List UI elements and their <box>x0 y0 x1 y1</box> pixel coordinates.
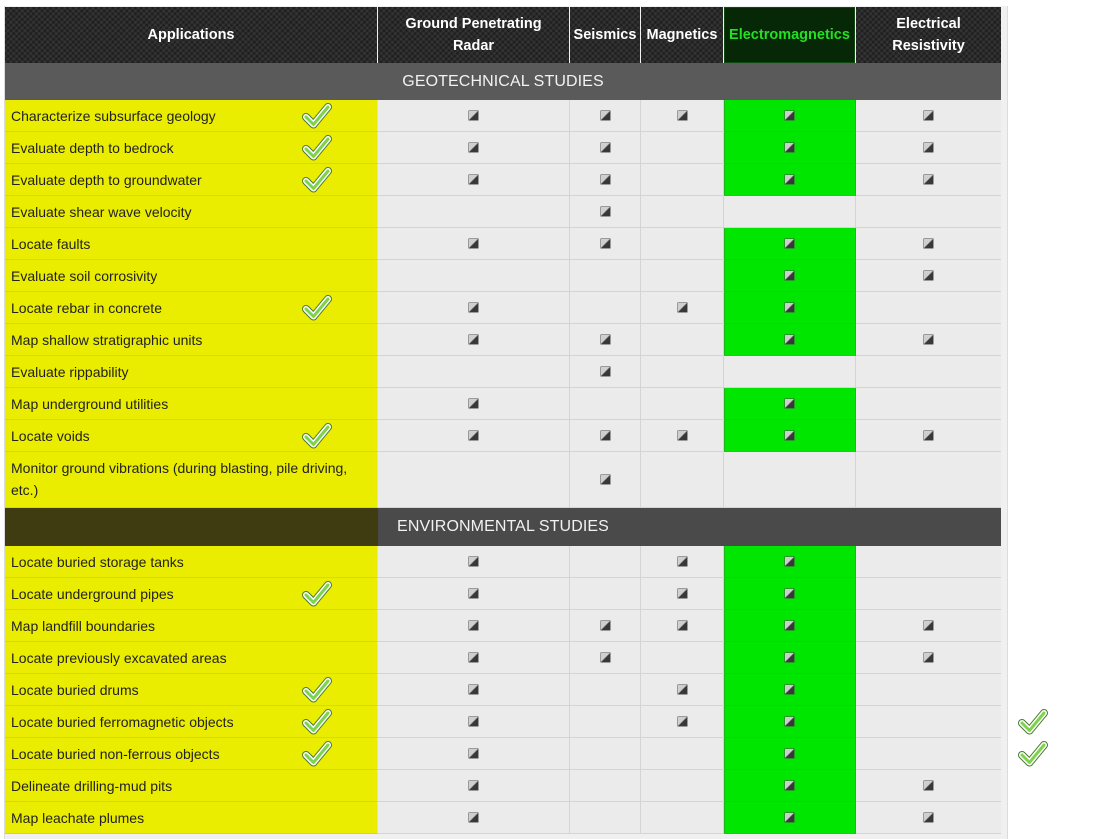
application-label: Locate previously excavated areas <box>11 650 227 666</box>
application-cell <box>5 260 378 292</box>
application-label: Evaluate depth to bedrock <box>11 140 174 156</box>
method-cell <box>570 420 641 452</box>
application-cell <box>5 706 378 738</box>
application-label: Map leachate plumes <box>11 810 145 826</box>
square-mark-icon <box>924 271 933 280</box>
square-mark-icon <box>469 239 478 248</box>
square-mark-icon <box>469 111 478 120</box>
method-cell <box>378 388 570 420</box>
square-mark-icon <box>469 621 478 630</box>
method-cell <box>378 324 570 356</box>
method-cell <box>856 770 1001 802</box>
method-cell <box>378 642 570 674</box>
method-cell <box>378 578 570 610</box>
square-mark-icon <box>469 589 478 598</box>
method-cell <box>641 738 724 770</box>
method-cell <box>570 260 641 292</box>
application-label: Locate buried storage tanks <box>11 554 184 570</box>
method-cell <box>724 738 856 770</box>
method-cell <box>378 546 570 578</box>
square-mark-icon <box>924 813 933 822</box>
method-cell <box>570 802 641 834</box>
square-mark-icon <box>924 239 933 248</box>
table-row <box>5 292 1001 324</box>
method-cell <box>724 388 856 420</box>
method-cell <box>570 228 641 260</box>
square-mark-icon <box>469 653 478 662</box>
square-mark-icon <box>678 685 687 694</box>
square-mark-icon <box>601 175 610 184</box>
method-cell <box>856 546 1001 578</box>
method-cell <box>378 164 570 196</box>
application-label: Locate buried drums <box>11 682 139 698</box>
application-label: Locate voids <box>11 428 90 444</box>
method-cell <box>378 738 570 770</box>
table-row <box>5 132 1001 164</box>
method-cell <box>641 100 724 132</box>
square-mark-icon <box>924 111 933 120</box>
method-cell <box>641 292 724 324</box>
application-cell <box>5 642 378 674</box>
square-mark-icon <box>678 431 687 440</box>
method-cell <box>570 164 641 196</box>
application-label: Evaluate shear wave velocity <box>11 204 192 220</box>
method-cell <box>378 132 570 164</box>
checkmark-icon <box>302 423 332 449</box>
method-cell <box>641 164 724 196</box>
method-cell <box>641 706 724 738</box>
method-cell <box>856 228 1001 260</box>
method-cell <box>724 132 856 164</box>
checkmark-icon <box>302 581 332 607</box>
square-mark-icon <box>601 431 610 440</box>
method-cell <box>856 388 1001 420</box>
square-mark-icon <box>469 749 478 758</box>
method-cell <box>570 738 641 770</box>
method-cell <box>724 196 856 228</box>
method-cell <box>378 100 570 132</box>
application-cell <box>5 578 378 610</box>
method-cell <box>641 802 724 834</box>
method-cell <box>378 292 570 324</box>
method-cell <box>856 196 1001 228</box>
method-cell <box>641 356 724 388</box>
application-label: Locate buried ferromagnetic objects <box>11 714 234 730</box>
methods-comparison-table <box>5 7 1001 834</box>
method-cell <box>641 578 724 610</box>
section-header <box>5 63 1001 100</box>
column-header-magnetics: Magnetics <box>641 7 724 63</box>
square-mark-icon <box>601 143 610 152</box>
square-mark-icon <box>469 143 478 152</box>
square-mark-icon <box>785 239 794 248</box>
table-row <box>5 706 1001 738</box>
square-mark-icon <box>924 335 933 344</box>
method-cell <box>856 356 1001 388</box>
method-cell <box>856 706 1001 738</box>
application-cell <box>5 546 378 578</box>
column-header-ground-penetrating-radar: Ground Penetrating Radar <box>378 7 570 63</box>
square-mark-icon <box>678 621 687 630</box>
table-row <box>5 802 1001 834</box>
square-mark-icon <box>924 143 933 152</box>
table-row <box>5 452 1001 508</box>
table-row <box>5 738 1001 770</box>
table-body <box>5 63 1001 834</box>
application-cell <box>5 356 378 388</box>
square-mark-icon <box>601 367 610 376</box>
method-cell <box>856 164 1001 196</box>
square-mark-icon <box>924 781 933 790</box>
table-row <box>5 100 1001 132</box>
method-cell <box>378 420 570 452</box>
method-cell <box>378 802 570 834</box>
checkmark-icon <box>302 295 332 321</box>
square-mark-icon <box>785 335 794 344</box>
application-cell <box>5 292 378 324</box>
method-cell <box>724 100 856 132</box>
application-cell <box>5 738 378 770</box>
table-row <box>5 770 1001 802</box>
column-header-electromagnetics: Electromagnetics <box>724 7 856 63</box>
checkmark-icon <box>302 135 332 161</box>
method-cell <box>856 802 1001 834</box>
application-label: Monitor ground vibrations (during blasting, pile driving, etc.) <box>11 460 348 498</box>
table-row <box>5 610 1001 642</box>
table-row <box>5 546 1001 578</box>
method-cell <box>570 100 641 132</box>
method-cell <box>570 324 641 356</box>
square-mark-icon <box>785 303 794 312</box>
application-label: Locate buried non-ferrous objects <box>11 746 220 762</box>
application-cell <box>5 610 378 642</box>
square-mark-icon <box>469 685 478 694</box>
square-mark-icon <box>785 431 794 440</box>
method-cell <box>641 610 724 642</box>
method-cell <box>378 610 570 642</box>
table-row <box>5 228 1001 260</box>
square-mark-icon <box>469 303 478 312</box>
square-mark-icon <box>469 717 478 726</box>
method-cell <box>856 452 1001 508</box>
method-cell <box>570 770 641 802</box>
square-mark-icon <box>601 653 610 662</box>
method-cell <box>378 356 570 388</box>
square-mark-icon <box>785 781 794 790</box>
method-cell <box>724 578 856 610</box>
table-row <box>5 196 1001 228</box>
application-cell <box>5 452 378 508</box>
square-mark-icon <box>469 781 478 790</box>
application-label: Evaluate soil corrosivity <box>11 268 158 284</box>
square-mark-icon <box>601 335 610 344</box>
square-mark-icon <box>601 239 610 248</box>
method-cell <box>570 196 641 228</box>
application-cell <box>5 420 378 452</box>
column-header-seismics: Seismics <box>570 7 641 63</box>
square-mark-icon <box>601 621 610 630</box>
method-cell <box>856 738 1001 770</box>
checkmark-icon <box>302 741 332 767</box>
method-cell <box>641 420 724 452</box>
method-cell <box>724 356 856 388</box>
square-mark-icon <box>469 813 478 822</box>
method-cell <box>378 196 570 228</box>
table-row <box>5 356 1001 388</box>
method-cell <box>641 196 724 228</box>
method-cell <box>570 706 641 738</box>
table-row <box>5 260 1001 292</box>
square-mark-icon <box>785 111 794 120</box>
method-cell <box>724 706 856 738</box>
method-cell <box>641 324 724 356</box>
method-cell <box>570 452 641 508</box>
square-mark-icon <box>785 813 794 822</box>
method-cell <box>570 546 641 578</box>
application-label: Map landfill boundaries <box>11 618 155 634</box>
table-row <box>5 674 1001 706</box>
checkmark-icon <box>302 709 332 735</box>
method-cell <box>641 674 724 706</box>
method-cell <box>378 706 570 738</box>
square-mark-icon <box>678 557 687 566</box>
application-cell <box>5 388 378 420</box>
square-mark-icon <box>678 717 687 726</box>
table-header-row <box>5 7 1001 63</box>
method-cell <box>570 610 641 642</box>
square-mark-icon <box>469 399 478 408</box>
method-cell <box>570 388 641 420</box>
square-mark-icon <box>469 175 478 184</box>
square-mark-icon <box>601 207 610 216</box>
method-cell <box>856 642 1001 674</box>
application-cell <box>5 770 378 802</box>
square-mark-icon <box>469 557 478 566</box>
square-mark-icon <box>785 399 794 408</box>
square-mark-icon <box>469 431 478 440</box>
method-cell <box>856 420 1001 452</box>
application-cell <box>5 324 378 356</box>
table-row <box>5 420 1001 452</box>
method-cell <box>378 260 570 292</box>
square-mark-icon <box>785 749 794 758</box>
square-mark-icon <box>678 111 687 120</box>
table-row <box>5 164 1001 196</box>
method-cell <box>378 228 570 260</box>
method-cell <box>724 260 856 292</box>
side-checkmark-icon <box>1018 741 1048 767</box>
method-cell <box>570 642 641 674</box>
square-mark-icon <box>678 589 687 598</box>
method-cell <box>856 610 1001 642</box>
method-cell <box>378 770 570 802</box>
method-cell <box>724 292 856 324</box>
checkmark-icon <box>302 677 332 703</box>
method-cell <box>641 388 724 420</box>
method-cell <box>378 452 570 508</box>
square-mark-icon <box>785 557 794 566</box>
table-row <box>5 642 1001 674</box>
application-label: Delineate drilling-mud pits <box>11 778 173 794</box>
method-cell <box>570 578 641 610</box>
application-label: Map underground utilities <box>11 396 169 412</box>
application-cell <box>5 132 378 164</box>
column-header-electrical-resistivity: Electrical Resistivity <box>856 7 1001 63</box>
checkmark-icon <box>302 103 332 129</box>
section-rows <box>5 546 1001 834</box>
application-label: Evaluate rippability <box>11 364 129 380</box>
square-mark-icon <box>924 621 933 630</box>
method-cell <box>856 292 1001 324</box>
method-cell <box>856 260 1001 292</box>
method-cell <box>641 546 724 578</box>
application-cell <box>5 100 378 132</box>
section-title: GEOTECHNICAL STUDIES <box>402 72 604 90</box>
method-cell <box>724 642 856 674</box>
section-title: ENVIRONMENTAL STUDIES <box>397 518 609 535</box>
method-cell <box>856 324 1001 356</box>
application-cell <box>5 802 378 834</box>
application-label: Locate underground pipes <box>11 586 174 602</box>
application-label: Locate faults <box>11 236 91 252</box>
square-mark-icon <box>678 303 687 312</box>
application-cell <box>5 674 378 706</box>
method-cell <box>856 100 1001 132</box>
method-cell <box>641 642 724 674</box>
table-row <box>5 324 1001 356</box>
square-mark-icon <box>785 589 794 598</box>
section-header <box>5 508 1001 546</box>
square-mark-icon <box>785 621 794 630</box>
square-mark-icon <box>785 175 794 184</box>
side-checkmark-icon <box>1018 709 1048 735</box>
method-cell <box>641 132 724 164</box>
method-cell <box>724 770 856 802</box>
application-label: Evaluate depth to groundwater <box>11 172 202 188</box>
square-mark-icon <box>785 653 794 662</box>
application-cell <box>5 164 378 196</box>
square-mark-icon <box>785 143 794 152</box>
method-cell <box>641 452 724 508</box>
application-cell <box>5 228 378 260</box>
square-mark-icon <box>601 475 610 484</box>
method-cell <box>724 546 856 578</box>
checkmark-icon <box>302 167 332 193</box>
method-cell <box>856 674 1001 706</box>
method-cell <box>724 324 856 356</box>
square-mark-icon <box>785 271 794 280</box>
square-mark-icon <box>601 111 610 120</box>
method-cell <box>641 228 724 260</box>
method-cell <box>570 674 641 706</box>
method-cell <box>378 674 570 706</box>
square-mark-icon <box>469 335 478 344</box>
method-cell <box>570 132 641 164</box>
method-cell <box>724 420 856 452</box>
method-cell <box>724 452 856 508</box>
square-mark-icon <box>924 431 933 440</box>
method-cell <box>724 802 856 834</box>
square-mark-icon <box>924 653 933 662</box>
table-row <box>5 388 1001 420</box>
square-mark-icon <box>785 685 794 694</box>
application-label: Locate rebar in concrete <box>11 300 162 316</box>
method-cell <box>724 674 856 706</box>
application-cell <box>5 196 378 228</box>
table-row <box>5 578 1001 610</box>
application-label: Characterize subsurface geology <box>11 108 216 124</box>
application-label: Map shallow stratigraphic units <box>11 332 203 348</box>
square-mark-icon <box>785 717 794 726</box>
square-mark-icon <box>924 175 933 184</box>
method-cell <box>724 228 856 260</box>
section-rows <box>5 100 1001 508</box>
method-cell <box>724 164 856 196</box>
method-cell <box>641 260 724 292</box>
column-header-applications: Applications <box>5 7 378 63</box>
method-cell <box>856 578 1001 610</box>
method-cell <box>856 132 1001 164</box>
method-cell <box>641 770 724 802</box>
method-cell <box>570 292 641 324</box>
method-cell <box>570 356 641 388</box>
method-cell <box>724 610 856 642</box>
